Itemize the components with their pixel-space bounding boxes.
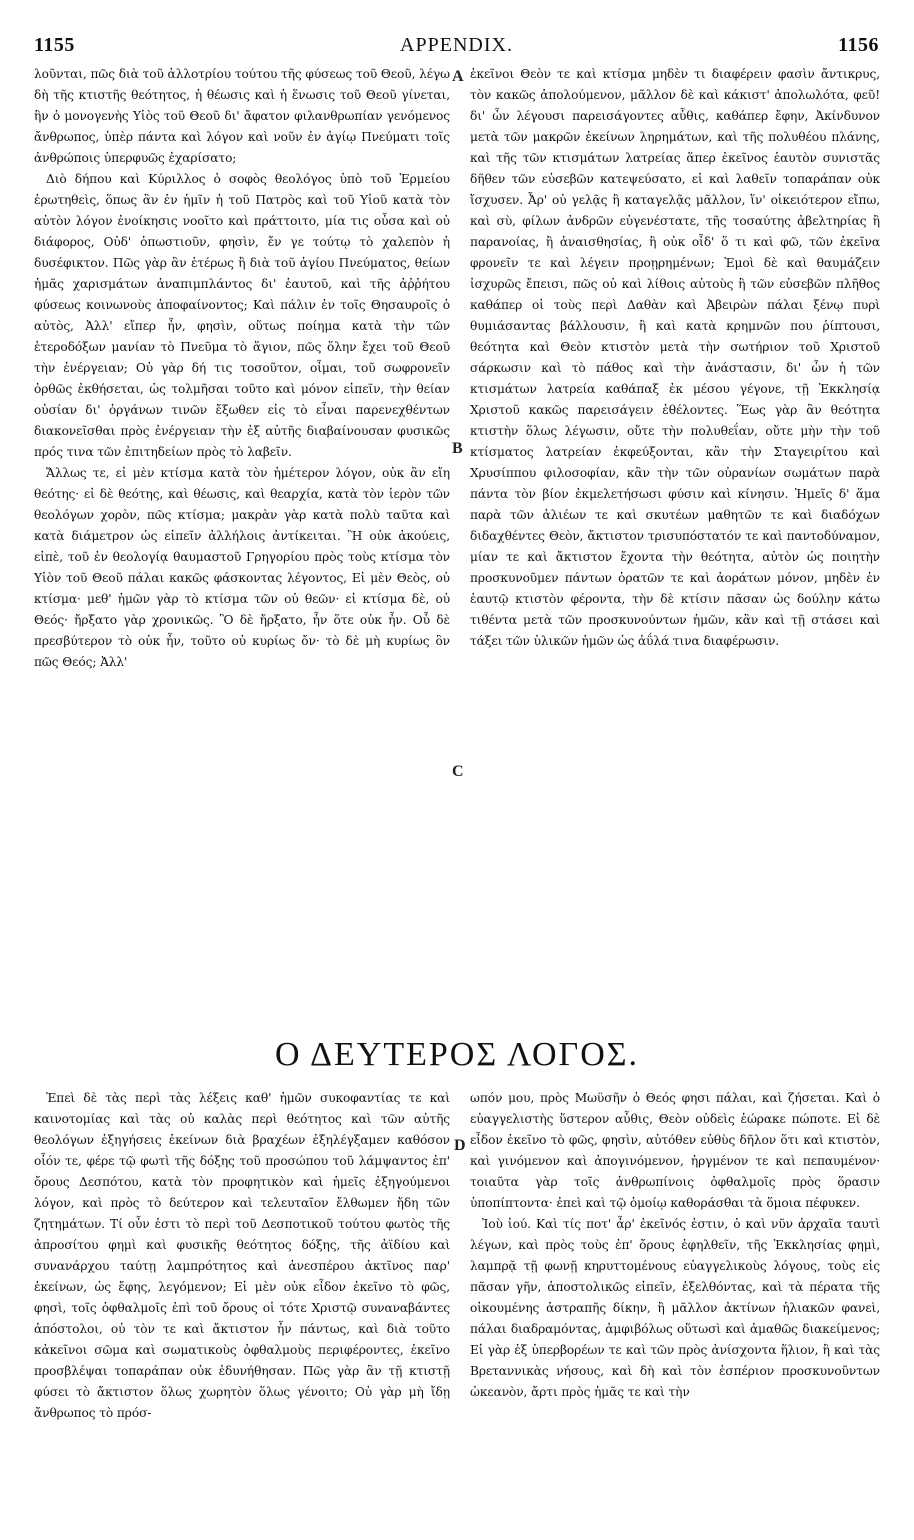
column-left-bottom xyxy=(34,1088,450,1518)
running-title: APPENDIX. xyxy=(400,34,513,56)
margin-letter-a: A xyxy=(452,68,464,85)
column-left-top xyxy=(34,64,450,904)
margin-letter-d: D xyxy=(454,1137,466,1154)
column-right-top xyxy=(470,64,880,904)
paragraph: Ἐπεὶ δὲ τὰς περὶ τὰς λέξεις καθ' ἡμῶν συκοφαντίας τε καὶ καινοτομίας καὶ τὰς οὐ καλὰς περὶ θεότητος καὶ τῶν αὐτῆς θεολόγων ἐξηγήσεις ἐκείνων διὰ βραχέων ἐξηλέγξαμεν καθόσον οἷόν τε, φέρε τῷ φωτὶ τῆς δόξης τοῦ προσώπου τοῦ λάμψαντος ἐπ' ὄρους Δεσπότου, κατὰ τὸν προφητικὸν καὶ ἡμεῖς ἐξηγούμενοι λόγον, καὶ πρὸς τὸ δεύτερον καὶ τελευταῖον ἔλθωμεν ἤδη τῶν ζητημάτων. Τί οὖν ἐστι τὸ περὶ τοῦ Δεσποτικοῦ τούτου φωτὸς τῆς ἀπροσίτου φημὶ καὶ φυσικῆς θεότητος δόξης, τῆς ἀϊδίου καὶ συνανάρχου ταύτῃ λαμπρότητος καὶ ἀνεσπέρου ἀκτῖνος παρ' ἐκείνων, ὡς ἔφης, λεγόμενον; Εἰ μὲν οὐκ εἶδον ἐκεῖνο τὸ φῶς, φησὶ, τοῖς ὀφθαλμοῖς ἐπὶ τοῦ ὄρους οἱ τότε Χριστῷ συναναβάντες ἀπόστολοι, οὐ τὸν τε καὶ ἄκτιστον ἦν πάντως, καὶ διὰ τοῦτο κἀκεῖνοι σῶμα καὶ σωματικοὺς ὀφθαλμοὺς περιφέροντες, ἐκεῖνο προσβλέψαι τοπαράπαν οὐκ ἐδυνήθησαν. Πῶς γὰρ ἂν τῇ κτιστῇ φύσει τὸ ἄκτιστον ὅλως χωρητὸν ὅλως γένοιτο; Οὐ γὰρ μὴ ἴδῃ ἄνθρωπος τὸ πρόσ- xyxy=(34,1091,450,1420)
section-heading: Ο ΔΕΥΤΕΡΟΣ ΛΟΓΟΣ. xyxy=(274,1036,640,1073)
page-number-left: 1155 xyxy=(34,34,75,56)
page-number-right: 1156 xyxy=(838,34,879,56)
running-header xyxy=(34,34,879,60)
margin-letter-b: B xyxy=(452,440,463,457)
column-right-bottom xyxy=(470,1088,880,1518)
paragraph: ἐκεῖνοι Θεὸν τε καὶ κτίσμα μηδὲν τι διαφέρειν φασὶν ἄντικρυς, τὸν κακῶς ἀπολούμενον, μᾶλλον δὲ καὶ κάκιστ' ἀπολωλότα, φεῦ! δι' ὧν λέγουσι παρεισάγοντες αὖθις, καθάπερ ἔφην, Ἀκίνδυνον μετὰ τῶν μακρῶν ἐκείνων ληρημάτων, καὶ τῆς πολυθέου πλάνης, καὶ τῆς τῶν κτισμάτων λατρείας ἅπερ ἐκεῖνος ἑαυτὸν συνιστᾶς δῆθεν τῶν εὐσεβῶν κατεψεύσατο, εἰ καὶ λαθεῖν τοπαράπαν οὐκ ἴσχυσεν. Ἆρ' οὐ γελᾷς ἢ καταγελᾷς μᾶλλον, ἵν' οἰκειότερον εἴπω, καὶ σὺ, φίλων ἀνδρῶν εὐγενέστατε, τῆς τοσαύτης ἀβελτηρίας ἢ παρανοίας, ἢ ἀναισθησίας, ἢ οὐκ οἶδ' ὅ τι καὶ φῶ, τῶν ἐκεῖνα φρονεῖν τε καὶ λέγειν προῃρημένων; Ἐμοὶ δὲ καὶ θαυμάζειν ἰσχυρῶς ἔπεισι, πῶς οὐ καὶ λίθοις αὐτοὺς ἢ τῶν εὐσεβῶν πλῆθος καθάπερ οἱ τοὺς περὶ Δαθὰν καὶ Ἀβειρὼν πάλαι ξένῳ πυρὶ θυμιάσαντας βάλλουσιν, ἢ καὶ κατὰ κρημνῶν που ῥίπτουσι, θεότητα καὶ Θεὸν κτιστὸν μετὰ τὴν σωτήριον τοῦ Χριστοῦ σάρκωσιν καὶ τὸ πάθος καὶ τὴν ἀνάστασιν, δι' ὧν ἡ τῶν κτισμάτων λατρεία καθάπαξ ἐκ μέσου γέγονε, τῇ Ἐκκλησίᾳ Χριστοῦ κακῶς παρεισάγειν ἐθέλοντες. Ἕως γὰρ ἂν θεότητα κτιστὴν ὅλως λέγωσιν, οὔτε τὴν πολυθεΐαν, οὔτε μὴν τὴν τοῦ κτίσματος λατρείαν ἐκφεύξονται, κἂν τὴν Σταγειρίτου καὶ Χρυσίππου φιλοσοφίαν, κἂν τὴν τῶν οὐρανίων σωμάτων παρὰ πάντα τὸν βίον ἐκμελετήσωσι φύσιν καὶ κίνησιν. Ἡμεῖς δ' ἅμα παρὰ τῶν ἁλιέων τε καὶ σκυτέων μαθητῶν τε καὶ διαδόχων διδαχθέντες Θεὸν, ἄκτιστον τρισυπόστατόν τε καὶ παντοδύναμον, μίαν τε καὶ ἄκτιστον ἔχοντα τὴν θεότητα, αὐτὸν ὡς ποιητὴν προσκυνοῦμεν πάντων ὁρατῶν τε καὶ ἀοράτων μόνον, μηδὲν ἐν ἑαυτῷ κτιστὸν φέροντα, τὴν δὲ κτίσιν πᾶσαν ὡς δούλην κάτω τιθέντα μετὰ τῶν προσκυνούντων ἡμῶν, κἂν καὶ τῇ στάσει καὶ τάξει τῶν ὑλικῶν ἡμῶν ὡς ἀΰλά τινα διαφέρωσιν. xyxy=(470,67,880,648)
paragraph: Ἄλλως τε, εἰ μὲν κτίσμα κατὰ τὸν ἡμέτερον λόγον, οὐκ ἂν εἴη θεότης· εἰ δὲ θεότης, καὶ θέωσις, καὶ θεαρχία, κατὰ τὸν ἱερὸν τῶν θεολόγων χορὸν, πῶς κτίσμα; μακρὰν γὰρ κατὰ πολὺ ταῦτα καὶ κατὰ διάμετρον ὡς εἰπεῖν ἀλλήλοις ἀντίκειται. Ἢ οὐκ ἀκούεις, εἰπὲ, τοῦ ἐν θεολογίᾳ θαυμαστοῦ Γρηγορίου πρὸς τοὺς κτίσμα τὸν Υἱὸν τοῦ Θεοῦ πάλαι κακῶς φάσκοντας λέγοντος, Εἰ μὲν Θεὸς, οὐ κτίσμα· μεθ' ἡμῶν γὰρ τὸ κτίσμα τῶν οὐ θεῶν· εἰ κτίσμα δὲ, οὐ Θεός· ἤρξατο γὰρ χρονικῶς. Ὃ δὲ ἤρξατο, ἦν ὅτε οὐκ ἦν. Οὗ δὲ πρεσβύτερον τὸ οὐκ ἦν, τοῦτο οὐ κυρίως ὄν· τὸ δὲ μὴ κυρίως ὂν πῶς Θεός; Ἀλλ' xyxy=(34,466,450,669)
paragraph: Διὸ δήπου καὶ Κύριλλος ὁ σοφὸς θεολόγος ὑπὸ τοῦ Ἑρμείου ἐρωτηθεὶς, ὅπως ἂν ἐν ἡμῖν ἡ τοῦ Πατρὸς καὶ τοῦ Υἱοῦ κατὰ τὸν αὐτὸν λόγον ἐνοίκησις νοοῖτο καὶ πράττοιτο, μία τις οὖσα καὶ οὐ διάφορος, Οὐδ' ὁπωστιοῦν, φησὶν, ἔν γε τούτῳ τὸ χαλεπὸν ἡ δυσέφικτον. Πῶς γὰρ ἂν ἑτέρως ἢ διὰ τοῦ ἁγίου Πνεύματος, θείων ἡμᾶς χαρισμάτων ἀναπιμπλάντος δι' ἑαυτοῦ, καὶ τῆς ἀῤῥήτου φύσεως κοινωνοὺς ἀποφαίνοντος; Καὶ πάλιν ἐν τοῖς Θησαυροῖς ὁ αὐτὸς, Ἀλλ' εἴπερ ἦν, φησὶν, οὕτως ποίημα κατὰ τὴν τῶν ἑτεροδόξων μανίαν τὸ Πνεῦμα τὸ ἅγιον, πῶς ὅλην ἔχει τοῦ Θεοῦ τὴν ἐνέργειαν; Οὐ γὰρ δή τις τοσοῦτον, οἶμαι, τοῦ σωφρονεῖν ὀρθῶς ἐκθήσεται, ὡς τολμῆσαι τοῦτο καὶ μόνον εἰπεῖν, τὴν θείαν οὐσίαν δι' ὀργάνων τινῶν ἔξωθεν εἰς τὸ εἶναι παρενεχθέντων διακονεῖσθαι πρὸς ἐνέργειαν τὴν ἐξ αὐτῆς διαβαίνουσαν φυσικῶς πρός τινα τῶν ἐπιτηδείων πρὸς τὸ λαβεῖν. xyxy=(34,172,450,459)
paragraph: ωπόν μου, πρὸς Μωϋσῆν ὁ Θεός φησι πάλαι, καὶ ζήσεται. Καὶ ὁ εὐαγγελιστὴς ὕστερον αὖθις, Θεὸν οὐδεὶς ἑώρακε πώποτε. Εἰ δὲ εἶδον ἐκεῖνο τὸ φῶς, φησὶν, αὐτόθεν εὐθὺς δῆλον ὅτι καὶ κτιστὸν, καὶ γινόμενον καὶ ἀπογινόμενον, ἠργμένον τε καὶ πεπαυμένον· τοιαῦτα γὰρ τοῖς ἀνθρωπίνοις ὀφθαλμοῖς πρὸς ὅρασιν ὑποπίπτοντα· ἐπεὶ καὶ τῷ ὁμοίῳ καθοράσθαι τὰ ὅμοια πέφυκεν. xyxy=(470,1091,880,1210)
margin-letter-c: C xyxy=(452,763,464,780)
paragraph: Ἰοὺ ἰού. Καὶ τίς ποτ' ἆρ' ἐκεῖνός ἐστιν, ὁ καὶ νῦν ἀρχαῖα ταυτὶ λέγων, καὶ πρὸς τοὺς ἐπ' ὄρους ἐφηλθεῖν, τῆς Ἐκκλησίας φημὶ, λαμπρᾷ τῇ φωνῇ κηρυττομένους εὐαγγελικοὺς λόγους, τοὺς εἰς πᾶσαν γῆν, ἀποστολικῶς εἰπεῖν, ἐξελθόντας, καὶ τὰ πέρατα τῆς οἰκουμένης ἀστραπῆς δίκην, ἢ μᾶλλον ἀκτίνων ἡλιακῶν φανεὶ, πάλαι διαδραμόντας, ἀμφιβόλως οὕτωσὶ καὶ ἀμαθῶς διακείμενος; Εἰ γὰρ ἐξ ὑπερβορέων τε καὶ τῶν πρὸς ἀνίσχοντα ἥλιον, ἢ καὶ τὰς Βρεταννικὰς νήσους, καὶ δὴ καὶ τὸν ἑσπέριον προσκυνοῦντων ὠκεανὸν, ἄρτι πρὸς ἡμᾶς τε καὶ τὴν xyxy=(470,1217,880,1399)
paragraph: λοῦνται, πῶς διὰ τοῦ ἀλλοτρίου τούτου τῆς φύσεως τοῦ Θεοῦ, λέγω δὴ τῆς κτιστῆς θεότητος, ἡ θέωσις καὶ ἡ ἕνωσις τοῦ Θεοῦ γίνεται, ἣν ὁ μονογενὴς Υἱὸς τοῦ Θεοῦ δι' ἄφατον φιλανθρωπίαν γενόμενος ἄνθρωπος, ὑπὲρ πάντα καὶ λόγον καὶ νοῦν ἐν ἁγίῳ Πνεύματι τοῖς ἀνθρώποις ὑπερφυῶς ἐχαρίσατο; xyxy=(34,67,450,165)
